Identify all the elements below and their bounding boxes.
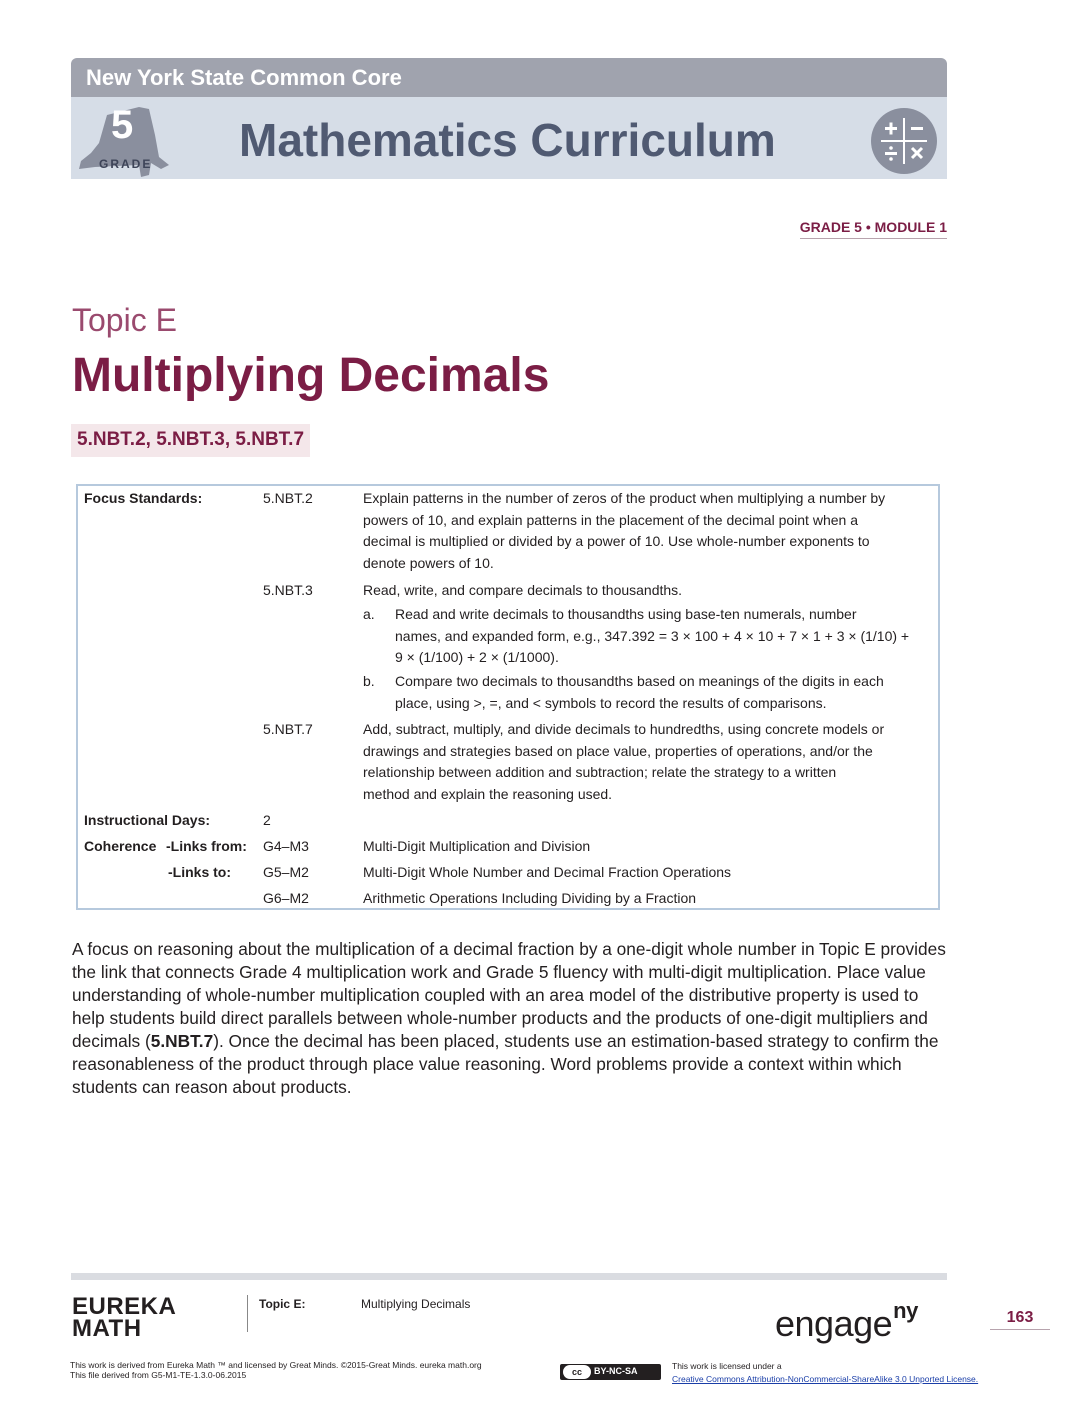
- license-line: This work is licensed under a: [672, 1361, 782, 1371]
- banner-top-text: New York State Common Core: [86, 65, 402, 90]
- links-from-label: -Links from:: [166, 838, 247, 854]
- engage-sup: ny: [893, 1298, 918, 1323]
- header-banner: [71, 58, 947, 97]
- footer-rule: [71, 1273, 947, 1280]
- sub-item-line: names, and expanded form, e.g., 347.392 = 3 × 100 + 4 × 10 + 7 × 1 + 3 × (1/10) +: [395, 627, 910, 644]
- grade-number: 5: [111, 103, 134, 147]
- license-link[interactable]: Creative Commons Attribution-NonCommercial-ShareAlike 3.0 Unported License.: [672, 1374, 979, 1384]
- link-name: Arithmetic Operations Including Dividing by a Fraction: [363, 890, 697, 906]
- footer-topic-label: Topic E:: [259, 1297, 306, 1311]
- paragraph-text: ). Once the decimal has been placed, students use an estimation-based strategy to confirm the reasonableness of the product through place value reasoning. Word problems provide a context within which students can reason about products.: [72, 1031, 939, 1097]
- sub-item-line: 9 × (1/100) + 2 × (1/1000).: [395, 649, 559, 665]
- paragraph-text: A focus on reasoning about the multiplication of a decimal fraction by a one-digit whole number in Topic E provides the link that connects Grade 4 multiplication work and Grade 5 fluency with multi-digit multiplication. Place value understanding of whole-number multiplication coupled with an area model of the distributive property is used to help students build direct parallels between whole-number products and the products of one-digit multipliers and decimals (: [72, 939, 946, 1051]
- link-code: G4–M3: [263, 838, 309, 854]
- header-title-bar: [71, 97, 947, 179]
- curriculum-title: Mathematics Curriculum: [239, 114, 776, 166]
- sub-item-marker: b.: [363, 673, 375, 689]
- sub-item-line: place, using >, =, and < symbols to record the results of comparisons.: [395, 694, 827, 711]
- description-line: Explain patterns in the number of zeros of the product when multiplying a number by: [363, 490, 886, 506]
- coherence-label: Coherence: [84, 838, 157, 854]
- link-code: G5–M2: [263, 864, 309, 880]
- description-line: powers of 10, and explain patterns in the placement of the decimal point when a: [363, 511, 858, 528]
- topic-overview-paragraph: [72, 938, 952, 1099]
- focus-standards-label: Focus Standards:: [84, 490, 203, 506]
- link-name: Multi-Digit Whole Number and Decimal Fraction Operations: [363, 864, 732, 880]
- logo-line: MATH: [72, 1315, 142, 1342]
- sub-item-line: Read and write decimals to thousandths using base-ten numerals, number: [395, 606, 857, 622]
- module-label: GRADE 5 • MODULE 1: [800, 219, 947, 239]
- footer-credits: [70, 1360, 482, 1380]
- standard-description: [363, 719, 933, 805]
- footer-divider: [247, 1295, 248, 1332]
- topic-label: Topic E: [72, 302, 177, 338]
- sub-item-marker: a.: [363, 606, 375, 622]
- engage-text: engage: [775, 1303, 893, 1344]
- creative-commons-badge: [560, 1364, 661, 1380]
- standard-description: Read, write, and compare decimals to thousandths.: [363, 582, 683, 598]
- link-code: G6–M2: [263, 890, 309, 906]
- standards-chip: 5.NBT.2, 5.NBT.3, 5.NBT.7: [71, 424, 310, 457]
- topic-title: Multiplying Decimals: [72, 349, 550, 402]
- links-to-label: -Links to:: [168, 864, 231, 880]
- description-line: relationship between addition and subtraction; relate the strategy to a written: [363, 764, 837, 780]
- credit-line: This work is derived from Eureka Math ™ and licensed by Great Minds. ©2015-Great Minds. eureka math.org: [70, 1360, 482, 1370]
- description-line: method and explain the reasoning used.: [363, 785, 613, 802]
- description-line: decimal is multiplied or divided by a power of 10. Use whole-number exponents to: [363, 533, 870, 549]
- logo-line: EUREKA: [72, 1293, 177, 1320]
- engageny-logo: [775, 1298, 918, 1345]
- sub-item-text: [395, 604, 935, 669]
- footer-topic-name: Multiplying Decimals: [361, 1297, 471, 1311]
- standard-code: 5.NBT.7: [263, 721, 313, 737]
- description-line: denote powers of 10.: [363, 554, 494, 571]
- instructional-days-label: Instructional Days:: [84, 812, 211, 828]
- cc-badge-text: BY-NC-SA: [594, 1366, 638, 1376]
- sub-item-text: [395, 671, 935, 714]
- grade-word: GRADE: [99, 157, 153, 171]
- description-line: drawings and strategies based on place value, properties of operations, and/or the: [363, 742, 873, 759]
- license-text: [672, 1361, 978, 1384]
- instructional-days-value: 2: [263, 812, 271, 828]
- standard-description: [363, 488, 933, 574]
- link-name: Multi-Digit Multiplication and Division: [363, 838, 591, 854]
- page-number: 163: [990, 1309, 1050, 1330]
- description-line: Add, subtract, multiply, and divide decimals to hundredths, using concrete models or: [363, 721, 885, 737]
- math-operations-icon: [871, 108, 937, 174]
- standard-code: 5.NBT.3: [263, 582, 313, 598]
- sub-item-line: Compare two decimals to thousandths based on meanings of the digits in each: [395, 673, 884, 689]
- paragraph-standard-ref: 5.NBT.7: [150, 1031, 214, 1051]
- cc-icon: cc: [563, 1365, 591, 1379]
- eureka-math-logo: [72, 1293, 177, 1342]
- standard-code: 5.NBT.2: [263, 490, 313, 506]
- credit-line: This file derived from G5-M1-TE-1.3.0-06.2015: [70, 1370, 247, 1380]
